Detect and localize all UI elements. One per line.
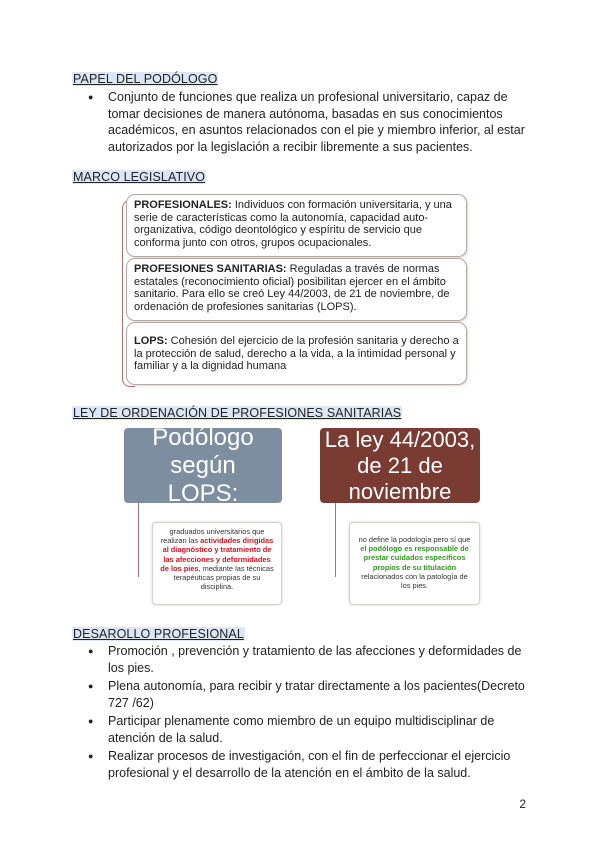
marco-box-lops	[126, 322, 467, 385]
desc-highlight: el podólogo es responsable de prestar cuidados específicos propios de su titulación	[360, 544, 469, 572]
marco-box-profesionales	[126, 194, 467, 257]
box-text: Individuos con formación universitaria, y una serie de características como la autonomía, capacidad auto-organizativa, código deontológico y espíritu de servicio que conforma junto con otros, grupos ocupacionales.	[134, 199, 452, 249]
left-connector-line	[138, 503, 139, 577]
list-item: ● Participar plenamente como miembro de un equipo multidisciplinar de atención de la salud.	[72, 713, 532, 746]
list-item: ● Conjunto de funciones que realiza un profesional universitario, capaz de tomar decisiones de manera autónoma, basadas en sus conocimientos académicos, en asuntos relacionados con el pie y miembro inferior, al estar autorizados por la legislación a recibir libremente a sus pacientes.	[72, 89, 532, 155]
desc-highlight: actividades dirigidas al diagnóstico y tratamiento de las afecciones y deformidades de los pies	[160, 536, 274, 573]
desarollo-bullet-list	[72, 643, 532, 783]
ley-44-2003-title: La ley 44/2003, de 21 de noviembre	[324, 426, 476, 504]
section-heading-ley: LEY DE ORDENACIÓN DE PROFESIONES SANITARIAS	[73, 406, 402, 420]
right-connector-line	[335, 503, 336, 577]
desc-post: relacionados con la patología de los pies.	[361, 571, 468, 591]
box-text: Cohesión del ejercicio de la profesión sanitaria y derecho a la protección de salud, derecho a la vida, a la intimidad personal y familiar y a la dignidad humana	[134, 335, 459, 373]
section-heading-marco: MARCO LEGISLATIVO	[73, 170, 206, 184]
list-item: ● Realizar procesos de investigación, con el fin de perfeccionar el ejercicio profesional y el desarrollo de la atención en el ámbito de la salud.	[72, 748, 532, 781]
box-term: PROFESIONALES:	[134, 199, 232, 211]
ley-44-2003-description	[349, 522, 480, 605]
box-text: Reguladas a través de normas estatales (reconocimiento oficial) posibilitan ejercer en el ámbito sanitario. Para ello se creó Ley 44/2003, de 21 de noviembre, de ordenación de profesiones sanitarias (LOPS).	[134, 263, 450, 313]
podologo-lops-box	[124, 423, 282, 507]
podologo-lops-description	[152, 522, 282, 605]
podologo-lops-title: Podólogo según LOPS:	[152, 423, 254, 507]
section-heading-desarollo: DESAROLLO PROFESIONAL	[73, 627, 244, 641]
page-number: 2	[519, 797, 526, 811]
papel-bullet-list	[72, 89, 532, 157]
list-item: ● Plena autonomía, para recibir y tratar directamente a los pacientes(Decreto 727 /62)	[72, 678, 532, 711]
marco-box-profesiones-sanitarias	[126, 258, 467, 321]
desc-pre: graduados universitarios que realizan las	[160, 527, 265, 546]
box-term: PROFESIONES SANITARIAS:	[134, 263, 287, 275]
section-heading-papel: PAPEL DEL PODÓLOGO	[73, 72, 218, 86]
list-item: ● Promoción , prevención y tratamiento de las afecciones y deformidades de los pies.	[72, 643, 532, 676]
desc-post: , mediante las técnicas terapéuticas propias de su disciplina.	[173, 563, 274, 592]
box-term: LOPS:	[134, 335, 168, 347]
desc-pre: no define la podología pero sí que	[358, 535, 471, 544]
ley-44-2003-box	[320, 428, 480, 503]
